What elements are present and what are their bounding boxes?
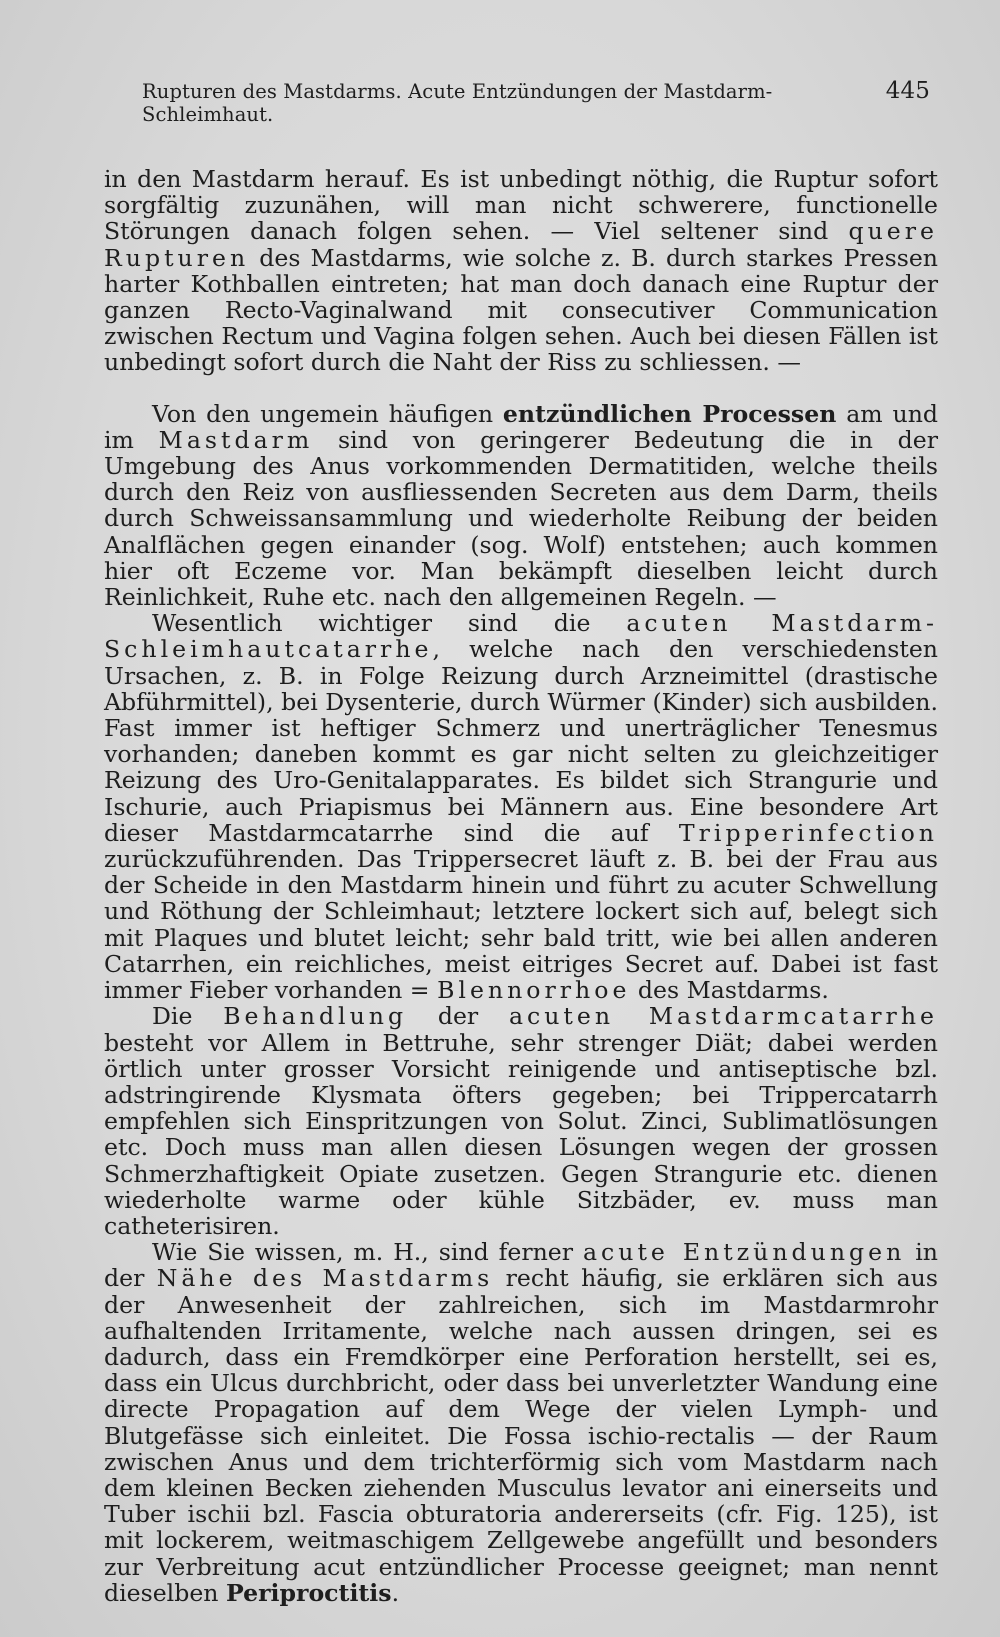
emphasis-spaced: acute Entzündungen [582, 1238, 906, 1267]
text-run: Wesentlich wichtiger sind die [152, 609, 627, 638]
text-run: recht häufig, sie erklären sich aus der Anwesenheit der zahlreichen, sich im Mastdarmrohr aufhaltenden Irritamente, welche nach aussen dringen, sei es dadurch, dass ein Fremdkörper eine Perforation herstellt, sei es, dass ein Ulcus durchbricht, oder dass bei unverletzter Wandung eine directe Propagation auf dem Wege der vielen Lymph- und Blutgefässe sich einleitet. Die Fossa ischio-rectalis — der Raum zwischen Anus und dem trichterförmig sich vom Mastdarm nach dem kleinen Becken ziehenden Musculus levator ani einerseits und Tuber ischii bzl. Fascia obturatoria andererseits (cfr. Fig. 125), ist mit lockerem, weitmaschigem Zellgewebe angefüllt und besonders zur Verbreitung acut entzündlicher Processe geeignet; man nennt dieselben [104, 1264, 938, 1607]
text-run: des Mastdarms. [630, 976, 829, 1005]
emphasis-spaced: quere Rupturen [104, 217, 938, 272]
text-run: . [391, 1578, 400, 1607]
emphasis-bold: Periproctitis [226, 1578, 392, 1607]
text-run: in der [104, 1238, 938, 1293]
running-title: Rupturen des Mastdarms. Acute Entzündungen der Mastdarm-Schleimhaut. [142, 80, 773, 126]
emphasis-spaced: Blennorrhoe [437, 976, 631, 1005]
page-number: 445 [885, 78, 930, 104]
text-run: Die [152, 1002, 224, 1031]
emphasis-spaced: Behandlung [223, 1002, 408, 1031]
emphasis-spaced: acuten Mastdarm-Schleimhautcatarrhe [104, 609, 938, 664]
text-run: am und im [104, 399, 938, 454]
paragraph-5 [104, 1239, 938, 1606]
text-run: zurückzuführenden. Das Trippersecret läuft z. B. bei der Frau aus der Scheide in den Mastdarm hinein und führt zu acuter Schwellung und Röthung der Schleimhaut; letztere lockert sich auf, belegt sich mit Plaques und blutet leicht; sehr bald tritt, wie bei allen anderen Catarrhen, ein reichliches, meist eitriges Secret auf. Dabei ist fast immer Fieber vorhanden = [104, 845, 938, 1005]
body-text [104, 166, 938, 1606]
text-run: Wie Sie wissen, m. H., sind ferner [152, 1238, 583, 1267]
paragraph-1 [104, 166, 938, 376]
paragraph-4 [104, 1003, 938, 1239]
emphasis-spaced: Mastdarm [158, 425, 314, 454]
emphasis-spaced: acuten Mastdarmcatarrhe [508, 1002, 938, 1031]
emphasis-bold: entzündlichen Processen [502, 399, 837, 428]
running-head [104, 78, 938, 126]
emphasis-spaced: Nähe des Mastdarms [156, 1264, 494, 1293]
text-run: in den Mastdarm herauf. Es ist unbedingt nöthig, die Ruptur sofort sorgfältig zuzunähen, will man nicht schwerere, functionelle Störungen danach folgen sehen. — Viel seltener sind [104, 165, 938, 246]
text-run: , welche nach den verschiedensten Ursachen, z. B. in Folge Reizung durch Arzneimittel (drastische Abführmittel), bei Dysenterie, durch Würmer (Kinder) sich ausbilden. Fast immer ist heftiger Schmerz und unerträglicher Tenesmus vorhanden; daneben kommt es gar nicht selten zu gleichzeitiger Reizung des Uro-Genitalapparates. Es bildet sich Strangurie und Ischurie, auch Priapismus bei Männern aus. Eine besondere Art dieser Mastdarmcatarrhe sind die auf [104, 635, 938, 847]
emphasis-spaced: Tripperinfection [678, 818, 938, 847]
text-run: Von den ungemein häufigen [152, 399, 503, 428]
text-run: des Mastdarms, wie solche z. B. durch starkes Pressen harter Kothballen eintreten; hat man doch danach eine Ruptur der ganzen Recto-Vaginalwand mit consecutiver Communication zwischen Rectum und Vagina folgen sehen. Auch bei diesen Fällen ist unbedingt sofort durch die Naht der Riss zu schliessen. — [104, 243, 938, 377]
text-run: der [407, 1002, 509, 1031]
paragraph-2 [104, 401, 938, 611]
text-run: besteht vor Allem in Bettruhe, sehr strenger Diät; dabei werden örtlich unter grosser Vorsicht reinigende und antiseptische bzl. adstringirende Klysmata öfters gegeben; bei Trippercatarrh empfehlen sich Einspritzungen von Solut. Zinci, Sublimatlösungen etc. Doch muss man allen diesen Lösungen wegen der grossen Schmerzhaftigkeit Opiate zusetzen. Gegen Strangurie etc. dienen wiederholte warme oder kühle Sitzbäder, ev. muss man catheterisiren. [104, 1028, 938, 1240]
paragraph-3 [104, 610, 938, 1003]
text-run: sind von geringerer Bedeutung die in der Umgebung des Anus vorkommenden Dermatitiden, welche theils durch den Reiz von ausfliessenden Secreten aus dem Darm, theils durch Schweissansammlung und wiederholte Reibung der beiden Analflächen gegen einander (sog. Wolf) entstehen; auch kommen hier oft Eczeme vor. Man bekämpft dieselben leicht durch Reinlichkeit, Ruhe etc. nach den allgemeinen Regeln. — [104, 425, 938, 612]
